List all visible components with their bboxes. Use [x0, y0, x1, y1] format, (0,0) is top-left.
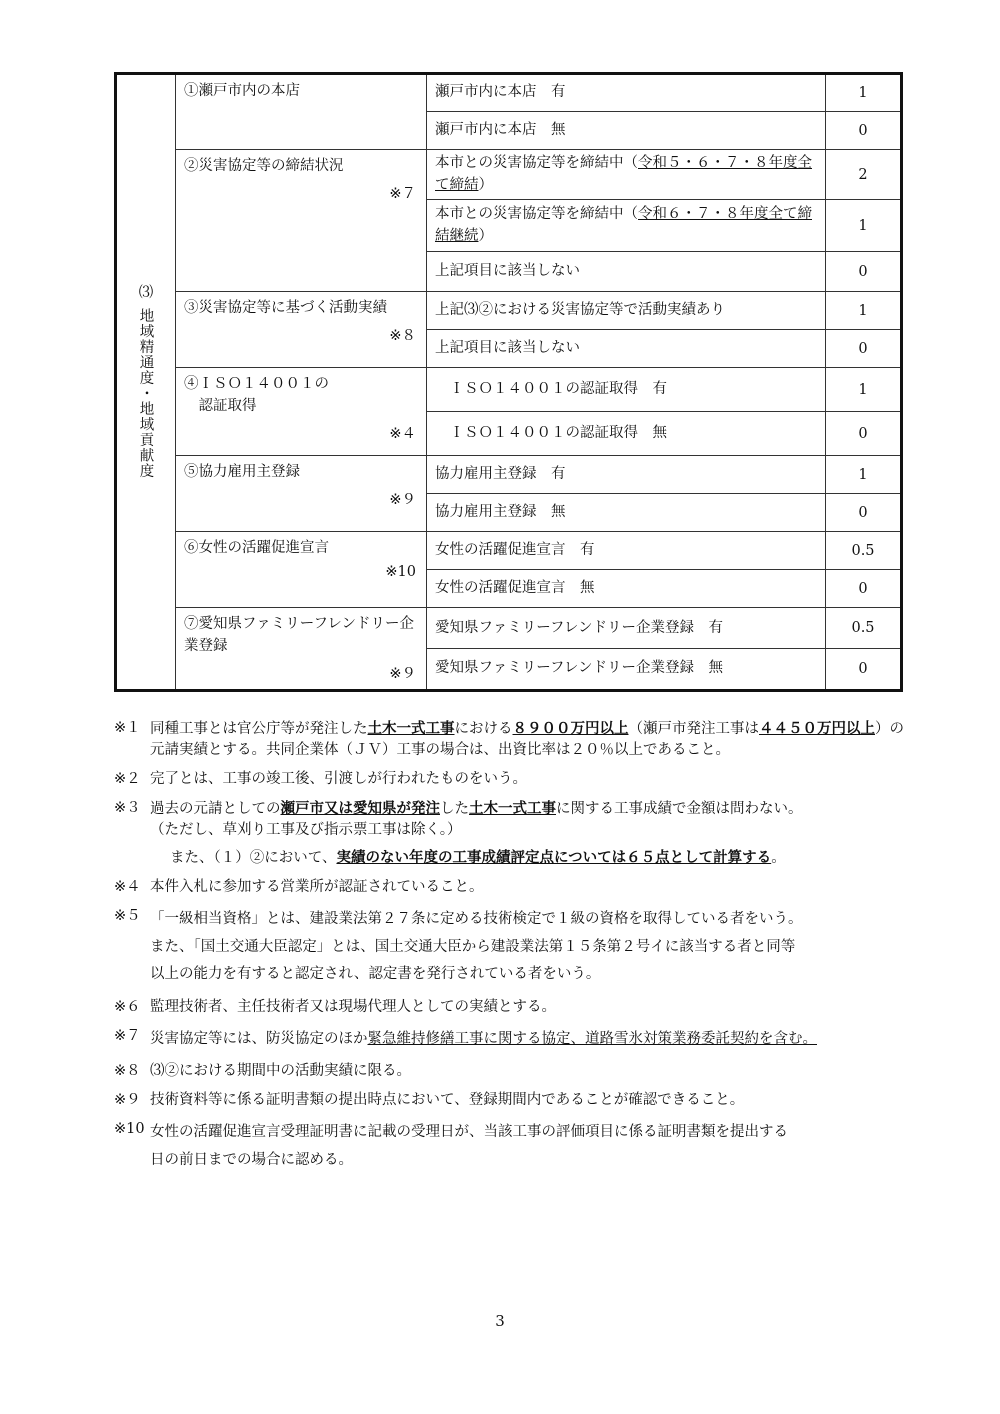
criterion-text: 上記項目に該当しない	[435, 262, 580, 279]
item-cell	[176, 74, 427, 150]
score-cell	[826, 368, 902, 412]
score-value: 1	[858, 217, 868, 234]
criterion-text: ＩＳＯ１４００１の認証取得 有	[435, 380, 667, 397]
score-value: 1	[858, 466, 868, 483]
note-2: ※２ 完了とは、工事の竣工後、引渡しが行われたものをいう。	[114, 771, 527, 788]
score-value: 0	[858, 263, 868, 280]
item-label: ⑤協力雇用主登録	[184, 464, 300, 480]
item-label: ③災害協定等に基づく活動実績	[184, 300, 387, 316]
score-value: 0.5	[851, 620, 875, 637]
item-label: ①瀬戸市内の本店	[184, 83, 300, 99]
item-cell	[176, 368, 427, 456]
item-cell	[176, 292, 427, 368]
item-label: ⑥女性の活躍促進宣言	[184, 540, 329, 556]
criterion-cell	[427, 456, 826, 494]
table-row	[116, 292, 902, 330]
note-5: ※５ 「一級相当資格」とは、建設業法第２７条に定める技術検定で１級の資格を取得している者をいう。 また、「国土交通大臣認定」とは、国土交通大臣から建設業法第１５条第２号イに該当する者と同等 以上の能力を有すると認定され、認定書を発行されている者をいう。	[114, 908, 803, 983]
score-value: 2	[858, 166, 868, 183]
score-cell	[826, 456, 902, 494]
score-value: 0	[858, 660, 868, 677]
note-8: ※８ ⑶②における期間中の活動実績に限る。	[114, 1063, 411, 1080]
score-cell	[826, 200, 902, 252]
note-3: ※３ 過去の元請としての瀬戸市又は愛知県が発注した土木一式工事に関する工事成績で金額は問わない。 （ただし、草刈り工事及び指示票工事は除く。） また、（１）②において、実績のない年度の工事成績評定点については６５点として計算する。	[114, 800, 803, 867]
criterion-cell	[427, 330, 826, 368]
table-row	[116, 532, 902, 570]
score-value: 0.5	[851, 542, 875, 559]
criterion-text: ＩＳＯ１４００１の認証取得 無	[435, 424, 667, 441]
criterion-cell	[427, 532, 826, 570]
item-cell	[176, 532, 427, 608]
score-value: 0	[858, 425, 868, 442]
table-row	[116, 608, 902, 649]
criterion-cell	[427, 608, 826, 649]
score-cell	[826, 150, 902, 200]
score-value: 1	[858, 381, 868, 398]
item-note: ※８	[389, 327, 416, 344]
score-value: 1	[858, 302, 868, 319]
criterion-cell: 本市との災害協定等を締結中（令和６・７・８年度全て締結継続）	[427, 200, 826, 252]
score-cell	[826, 112, 902, 150]
criterion-text: 上記⑶②における災害協定等で活動実績あり	[435, 301, 725, 318]
score-cell	[826, 292, 902, 330]
criterion-text: 女性の活躍促進宣言 有	[435, 541, 595, 558]
criterion-text: 協力雇用主登録 有	[435, 465, 566, 482]
criterion-text: 瀬戸市内に本店 無	[435, 121, 566, 138]
criterion-text: 瀬戸市内に本店 有	[435, 84, 566, 101]
table-row	[116, 150, 902, 200]
criterion-cell	[427, 292, 826, 330]
criterion-cell	[427, 494, 826, 532]
item-cell	[176, 456, 427, 532]
score-cell	[826, 252, 902, 292]
item-note: ※９	[389, 491, 416, 508]
table-row	[116, 456, 902, 494]
page-number: 3	[495, 1312, 505, 1330]
item-cell	[176, 608, 427, 691]
item-cell	[176, 150, 427, 292]
score-value: 0	[858, 580, 868, 597]
note-10: ※10 女性の活躍促進宣言受理証明書に記載の受理日が、当該工事の評価項目に係る証明書類を提出する 日の前日までの場合に認める。	[114, 1121, 788, 1168]
item-note: ※７	[389, 185, 416, 202]
criterion-cell	[427, 74, 826, 112]
criterion-cell	[427, 649, 826, 690]
criterion-cell	[427, 570, 826, 608]
table-row	[116, 74, 902, 112]
criterion-text: 愛知県ファミリーフレンドリー企業登録 無	[435, 660, 724, 677]
category-title: 地域精通度・地域貢献度	[137, 308, 154, 479]
item-note: ※９	[389, 665, 416, 682]
note-6: ※６ 監理技術者、主任技術者又は現場代理人としての実績とする。	[114, 998, 556, 1015]
item-note: ※10	[385, 563, 416, 580]
criterion-cell	[427, 112, 826, 150]
note-1: ※１ 同種工事とは官公庁等が発注した土木一式工事における８９００万円以上（瀬戸市発注工事は４４５０万円以上）の元請実績とする。共同企業体（ＪＶ）工事の場合は、出資比率は２０％以上であること。	[114, 720, 904, 759]
score-cell	[826, 649, 902, 690]
criterion-text: 協力雇用主登録 無	[435, 503, 566, 520]
item-label: ②災害協定等の締結状況	[184, 158, 344, 174]
note-9: ※９ 技術資料等に係る証明書類の提出時点において、登録期間内であることが確認できること。	[114, 1092, 745, 1109]
score-cell	[826, 532, 902, 570]
category-cell	[116, 74, 176, 691]
criterion-cell	[427, 368, 826, 412]
criterion-text: 上記項目に該当しない	[435, 339, 580, 356]
score-value: 0	[858, 340, 868, 357]
score-cell	[826, 570, 902, 608]
footnotes	[114, 718, 914, 1182]
item-label: ⑦愛知県ファミリーフレンドリー企業登録	[184, 616, 415, 654]
criterion-cell	[427, 412, 826, 456]
category-number: ⑶	[138, 285, 154, 301]
score-cell	[826, 608, 902, 649]
criterion-text: 愛知県ファミリーフレンドリー企業登録 有	[435, 619, 724, 636]
item-label: ④ＩＳＯ１４００１の 認証取得	[184, 376, 329, 414]
note-7: ※７ 災害協定等には、防災協定のほか緊急維持修繕工事に関する協定、道路雪氷対策業務委託契約を含む。	[114, 1027, 817, 1047]
criterion-text: 女性の活躍促進宣言 無	[435, 579, 595, 596]
note-4: ※４ 本件入札に参加する営業所が認証されていること。	[114, 879, 484, 896]
score-value: 0	[858, 504, 868, 521]
score-value: 0	[858, 122, 868, 139]
score-value: 1	[858, 85, 868, 101]
score-cell	[826, 74, 902, 112]
score-cell	[826, 412, 902, 456]
table-row	[116, 368, 902, 412]
item-note: ※４	[389, 425, 416, 442]
evaluation-table	[114, 72, 903, 692]
score-cell	[826, 330, 902, 368]
score-cell	[826, 494, 902, 532]
criterion-cell: 本市との災害協定等を締結中（令和５・６・７・８年度全て締結）	[427, 150, 826, 200]
criterion-cell	[427, 252, 826, 292]
